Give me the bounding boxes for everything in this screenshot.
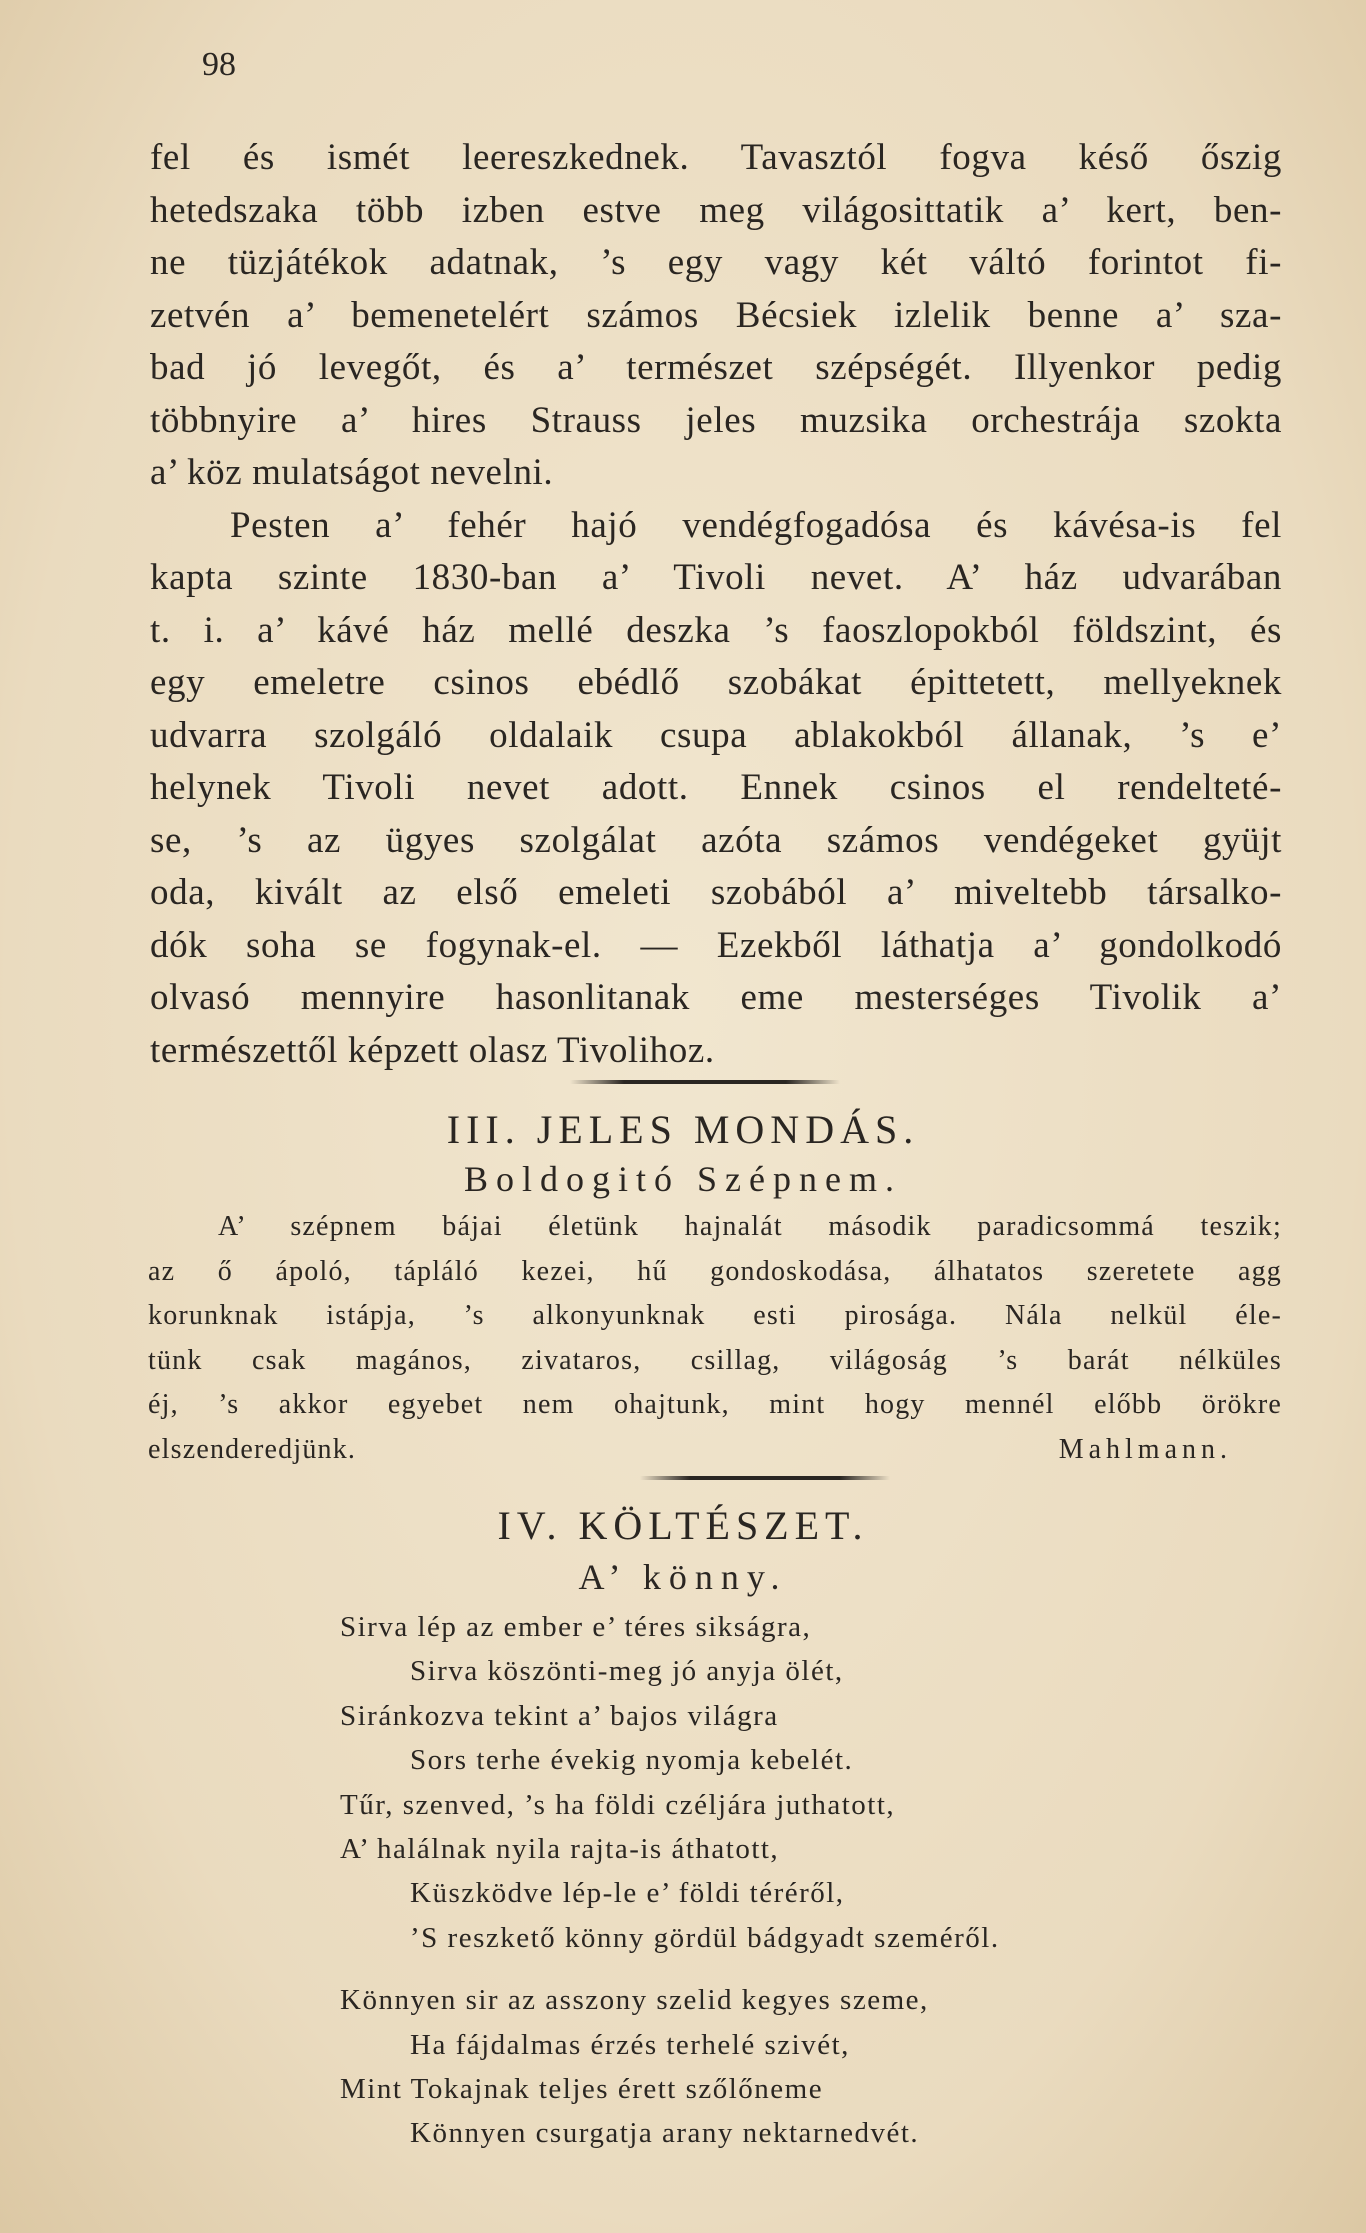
poem-line: A’ halálnak nyila rajta-is áthatott, — [340, 1832, 780, 1865]
poem-line: Ha fájdalmas érzés terhelé szivét, — [410, 2028, 850, 2061]
poem-line: Mint Tokajnak teljes érett szőlőneme — [340, 2072, 824, 2105]
quote-line: éj, ’s akkor egyebet nem ohajtunk, mint hogy mennél előbb örökre — [148, 1389, 1282, 1421]
quote-line: korunknak istápja, ’s alkonyunknak esti pirosága. Nála nelkül éle- — [148, 1300, 1282, 1332]
prose-line: fel és ismét leereszkednek. Tavasztól fogva késő őszig — [150, 137, 1282, 178]
section-subheading: Boldogitó Szépnem. — [464, 1159, 902, 1199]
poem-line: Sirva köszönti-meg jó anyja ölét, — [410, 1655, 844, 1688]
quote-author: Mahlmann. — [1058, 1433, 1232, 1465]
poem-line: ’S reszkető könny gördül bádgyadt szeméről. — [410, 1921, 1000, 1954]
page-number: 98 — [202, 46, 236, 83]
prose-line: hetedszaka több izben estve meg világosittatik a’ kert, ben- — [150, 189, 1282, 231]
prose-paragraphs — [150, 132, 1282, 1077]
prose-line: természettől képzett olasz Tivolihoz. — [150, 1029, 715, 1071]
prose-line: se, ’s az ügyes szolgálat azóta számos vendégeket gyüjt — [150, 819, 1282, 861]
quotation-block — [148, 1205, 1282, 1473]
quote-line: A’ szépnem bájai életünk hajnalát második paradicsommá teszik; — [218, 1211, 1282, 1242]
prose-line: ne tüzjátékok adatnak, ’s egy vagy két váltó forintot fi- — [150, 242, 1282, 283]
poem-line: Könnyen csurgatja arany nektarnedvét. — [410, 2117, 920, 2150]
prose-line: egy emeletre csinos ebédlő szobákat épittetett, mellyeknek — [150, 662, 1282, 703]
section-subheading: A’ könny. — [578, 1557, 788, 1597]
prose-line: olvasó mennyire hasonlitanak eme mesterséges Tivolik a’ — [150, 977, 1282, 1018]
quote-final-text: elszenderedjünk. — [148, 1433, 357, 1465]
prose-line: oda, kivált az első emeleti szobából a’ miveltebb társalko- — [150, 872, 1282, 913]
poem-line: Sirva lép az ember e’ téres sikságra, — [340, 1611, 812, 1643]
section-heading: III. JELES MONDÁS. — [446, 1107, 920, 1152]
prose-line: többnyire a’ hires Strauss jeles muzsika orchestrája szokta — [150, 399, 1282, 441]
quote-line — [148, 1428, 1282, 1473]
poem-line: Küszködve lép-le e’ földi téréről, — [410, 1877, 845, 1910]
stanza-break — [340, 1960, 1140, 1978]
prose-line: a’ köz mulatságot nevelni. — [150, 452, 554, 493]
prose-line: dók soha se fogynak-el. — Ezekből láthatja a’ gondolkodó — [150, 924, 1282, 966]
section-divider — [640, 1476, 890, 1480]
prose-line: helynek Tivoli nevet adott. Ennek csinos el rendelteté- — [150, 767, 1282, 808]
prose-line: bad jó levegőt, és a’ természet szépségét. Illyenkor pedig — [150, 347, 1282, 388]
prose-line: Pesten a’ fehér hajó vendégfogadósa és kávésa-is fel — [230, 504, 1282, 546]
prose-line: udvarra szolgáló oldalaik csupa ablakokból állanak, ’s e’ — [150, 714, 1282, 756]
poem-block — [340, 1605, 1140, 2156]
section-heading: IV. KÖLTÉSZET. — [497, 1503, 869, 1548]
prose-line: t. i. a’ kávé ház mellé deszka ’s faoszlopokból földszint, és — [150, 609, 1282, 651]
poem-line: Könnyen sir az asszony szelid kegyes szeme, — [340, 1984, 929, 2017]
quote-line: az ő ápoló, tápláló kezei, hű gondoskodása, álhatatos szeretete agg — [148, 1255, 1282, 1287]
quote-line: tünk csak magános, zivataros, csillag, világoság ’s barát nélküles — [148, 1344, 1282, 1376]
prose-line: zetvén a’ bemenetelért számos Bécsiek izlelik benne a’ sza- — [150, 294, 1282, 336]
poem-line: Tűr, szenved, ’s ha földi czéljára juthatott, — [340, 1788, 896, 1821]
prose-line: kapta szinte 1830-ban a’ Tivoli nevet. A’ ház udvarában — [150, 557, 1282, 598]
poem-line: Siránkozva tekint a’ bajos világra — [340, 1699, 779, 1732]
poem-line: Sors terhe évekig nyomja kebelét. — [410, 1744, 854, 1777]
section-divider — [570, 1080, 840, 1084]
